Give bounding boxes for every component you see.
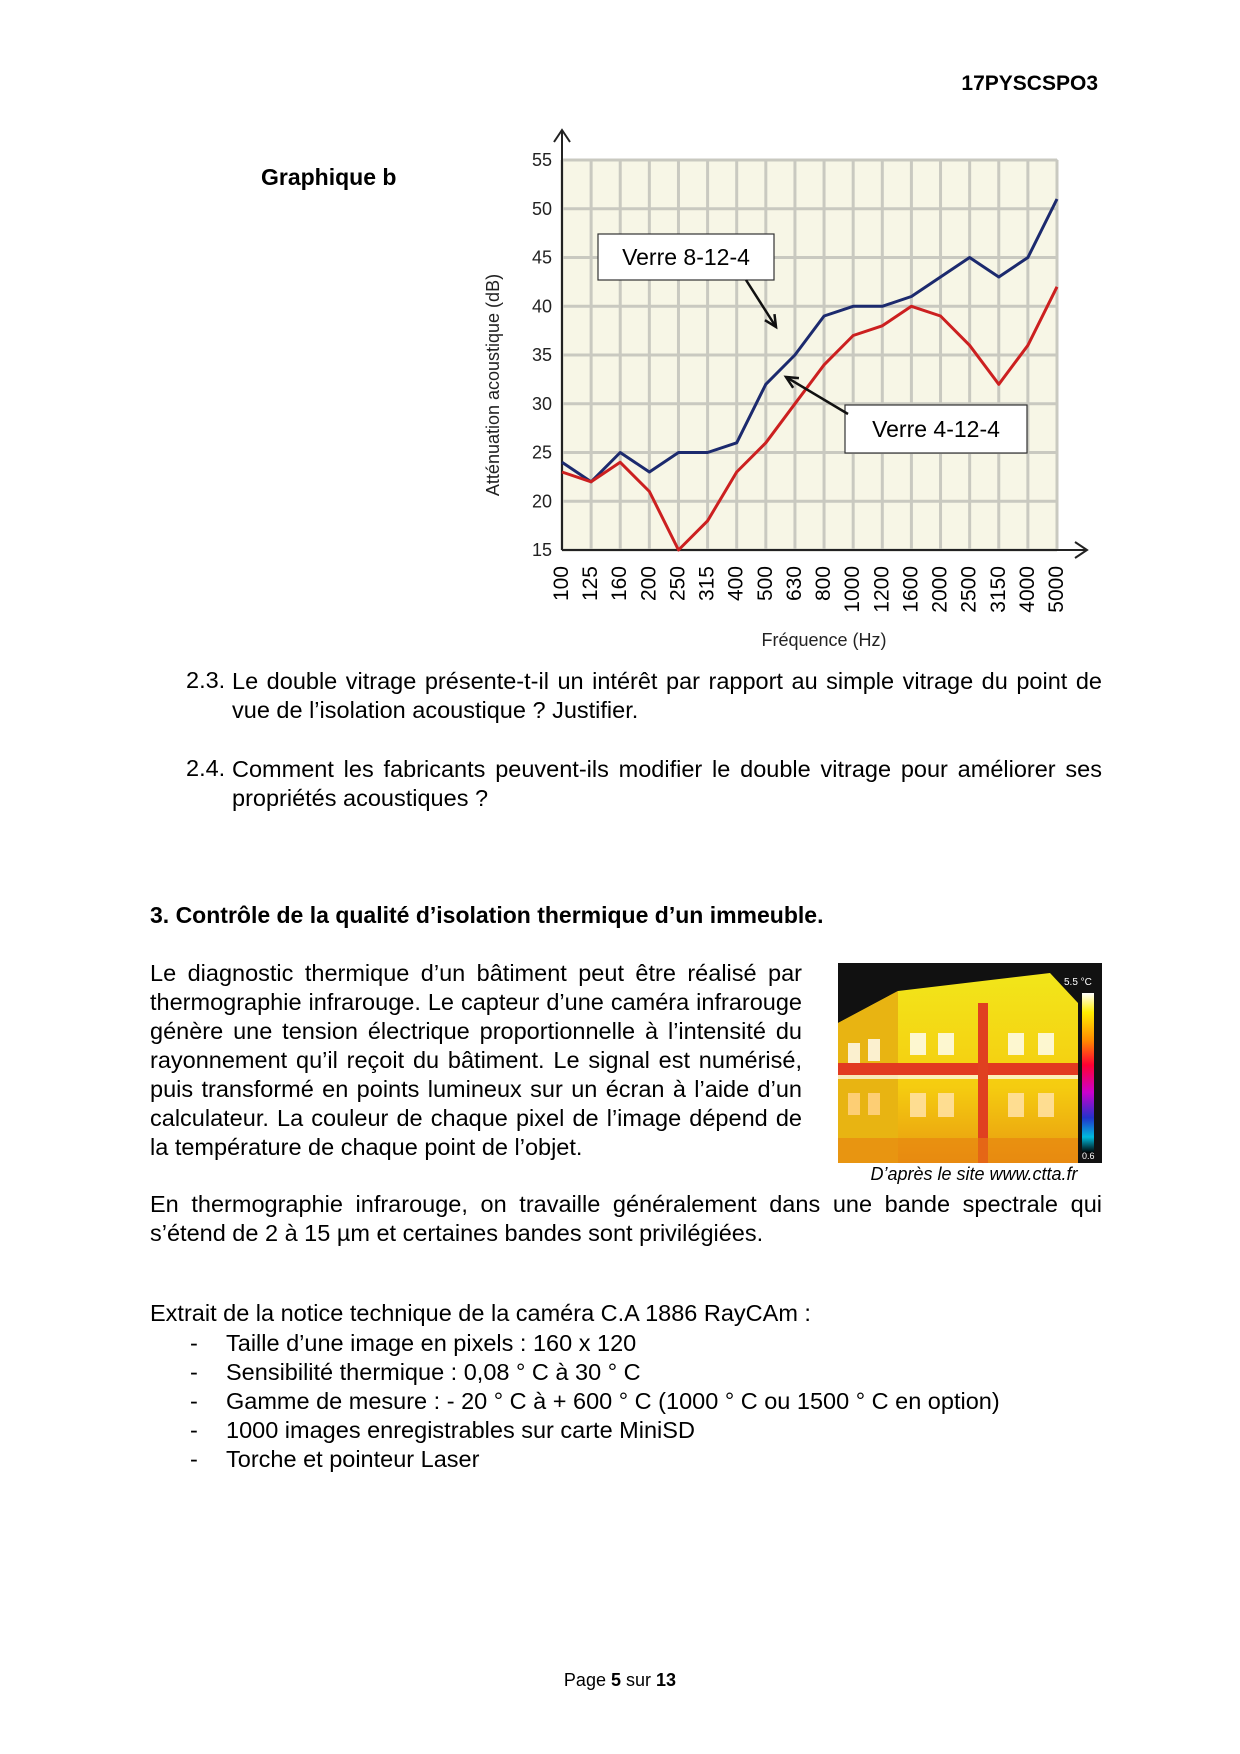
- x-tick-label: 3150: [986, 565, 1010, 613]
- y-tick-label: 15: [531, 540, 552, 560]
- x-axis-label: Fréquence (Hz): [761, 630, 887, 650]
- question-number: 2.3.: [186, 667, 226, 693]
- page-footer: [0, 1670, 1240, 1691]
- x-tick-label: 400: [724, 566, 748, 602]
- y-tick-label: 20: [531, 491, 552, 512]
- question-text: Le double vitrage présente-t-il un intérêt par rapport au simple vitrage du point de vue de l’isolation acoustique ? Justifier.: [232, 668, 1102, 723]
- annotation-label: Verre 8-12-4: [622, 244, 750, 270]
- x-tick-label: 315: [695, 566, 719, 602]
- x-tick-label: 500: [753, 566, 777, 602]
- thermal-image: [838, 963, 1102, 1163]
- x-tick-label: 1000: [841, 566, 865, 613]
- acoustic-attenuation-chart: [0, 0, 1240, 660]
- footer-page-total: 13: [656, 1670, 677, 1690]
- list-item-text: Torche et pointeur Laser: [226, 1446, 480, 1472]
- y-tick-label: 35: [531, 345, 552, 365]
- question-text: Comment les fabricants peuvent-ils modifier le double vitrage pour améliorer ses propriétés acoustiques ?: [232, 756, 1102, 811]
- list-item: - 1000 images enregistrables sur carte MiniSD: [190, 1417, 695, 1443]
- y-tick-label: 30: [531, 393, 552, 414]
- list-item-text: Sensibilité thermique : 0,08 ° C à 30 ° C: [226, 1359, 641, 1385]
- scale-max-label: 5.5 °C: [1064, 977, 1092, 988]
- list-item-text: Gamme de mesure : - 20 ° C à + 600 ° C (1000 ° C ou 1500 ° C en option): [226, 1388, 1000, 1414]
- document-code: 17PYSCSPO3: [961, 72, 1098, 95]
- x-tick-label: 1600: [899, 566, 923, 613]
- y-tick-label: 55: [531, 150, 552, 170]
- y-tick-label: 25: [531, 442, 552, 463]
- notice-title: Extrait de la notice technique de la caméra C.A 1886 RayCAm :: [150, 1300, 811, 1326]
- x-tick-labels: [550, 566, 1068, 613]
- x-tick-label: 200: [637, 566, 661, 602]
- footer-prefix: Page: [563, 1670, 606, 1690]
- list-item-text: 1000 images enregistrables sur carte MiniSD: [226, 1417, 695, 1443]
- y-tick-labels: [532, 150, 552, 560]
- list-item: - Taille d’une image en pixels : 160 x 120: [190, 1330, 637, 1356]
- y-tick-label: 40: [531, 296, 552, 317]
- y-axis-label: Atténuation acoustique (dB): [483, 273, 503, 497]
- notice-list: [150, 1329, 1000, 1474]
- section-title: 3. Contrôle de la qualité d’isolation thermique d’un immeuble.: [150, 902, 824, 928]
- chart-grid: [562, 160, 1057, 550]
- x-tick-label: 4000: [1015, 566, 1039, 613]
- footer-middle: sur: [626, 1670, 652, 1690]
- x-tick-label: 630: [782, 566, 806, 602]
- list-item: - Sensibilité thermique : 0,08 ° C à 30 ° C: [190, 1359, 641, 1385]
- graph-label: Graphique b: [261, 164, 397, 190]
- list-item: - Gamme de mesure : - 20 ° C à + 600 ° C (1000 ° C ou 1500 ° C en option): [190, 1388, 1000, 1414]
- question-number: 2.4.: [186, 755, 226, 781]
- list-item: - Torche et pointeur Laser: [190, 1446, 480, 1472]
- x-tick-label: 1200: [870, 566, 894, 613]
- thermal-building-image: [838, 963, 1102, 1163]
- x-tick-label: 250: [666, 566, 690, 602]
- y-tick-label: 45: [531, 247, 552, 268]
- x-tick-label: 125: [579, 566, 603, 602]
- x-tick-label: 800: [812, 566, 836, 602]
- x-tick-label: 100: [550, 566, 573, 602]
- x-tick-label: 2000: [928, 566, 952, 613]
- y-tick-label: 50: [531, 198, 552, 219]
- paragraph-spectral-band: En thermographie infrarouge, on travaille généralement dans une bande spectrale qui s’étend de 2 à 15 µm et certaines bandes sont privilégiées.: [150, 1191, 1102, 1246]
- paragraph-thermography: Le diagnostic thermique d’un bâtiment peut être réalisé par thermographie infrarouge. Le capteur d’une caméra infrarouge génère une tension électrique proportionnelle à l’intensité du rayonnement qu’il reçoit du bâtiment. Le signal est numérisé, puis transformé en points lumineux sur un écran à l’aide d’un calculateur. La couleur de chaque pixel de l’image dépend de la température de chaque point de l’objet.: [150, 960, 802, 1160]
- list-item-text: Taille d’une image en pixels : 160 x 120: [226, 1330, 637, 1356]
- scale-min-label: 0.6: [1082, 1151, 1095, 1161]
- annotation-label: Verre 4-12-4: [872, 416, 1000, 442]
- image-caption: D’après le site www.ctta.fr: [870, 1164, 1078, 1184]
- x-tick-label: 5000: [1045, 566, 1068, 613]
- footer-page-number: 5: [610, 1670, 621, 1690]
- x-tick-label: 160: [608, 566, 632, 602]
- x-tick-label: 2500: [957, 566, 981, 613]
